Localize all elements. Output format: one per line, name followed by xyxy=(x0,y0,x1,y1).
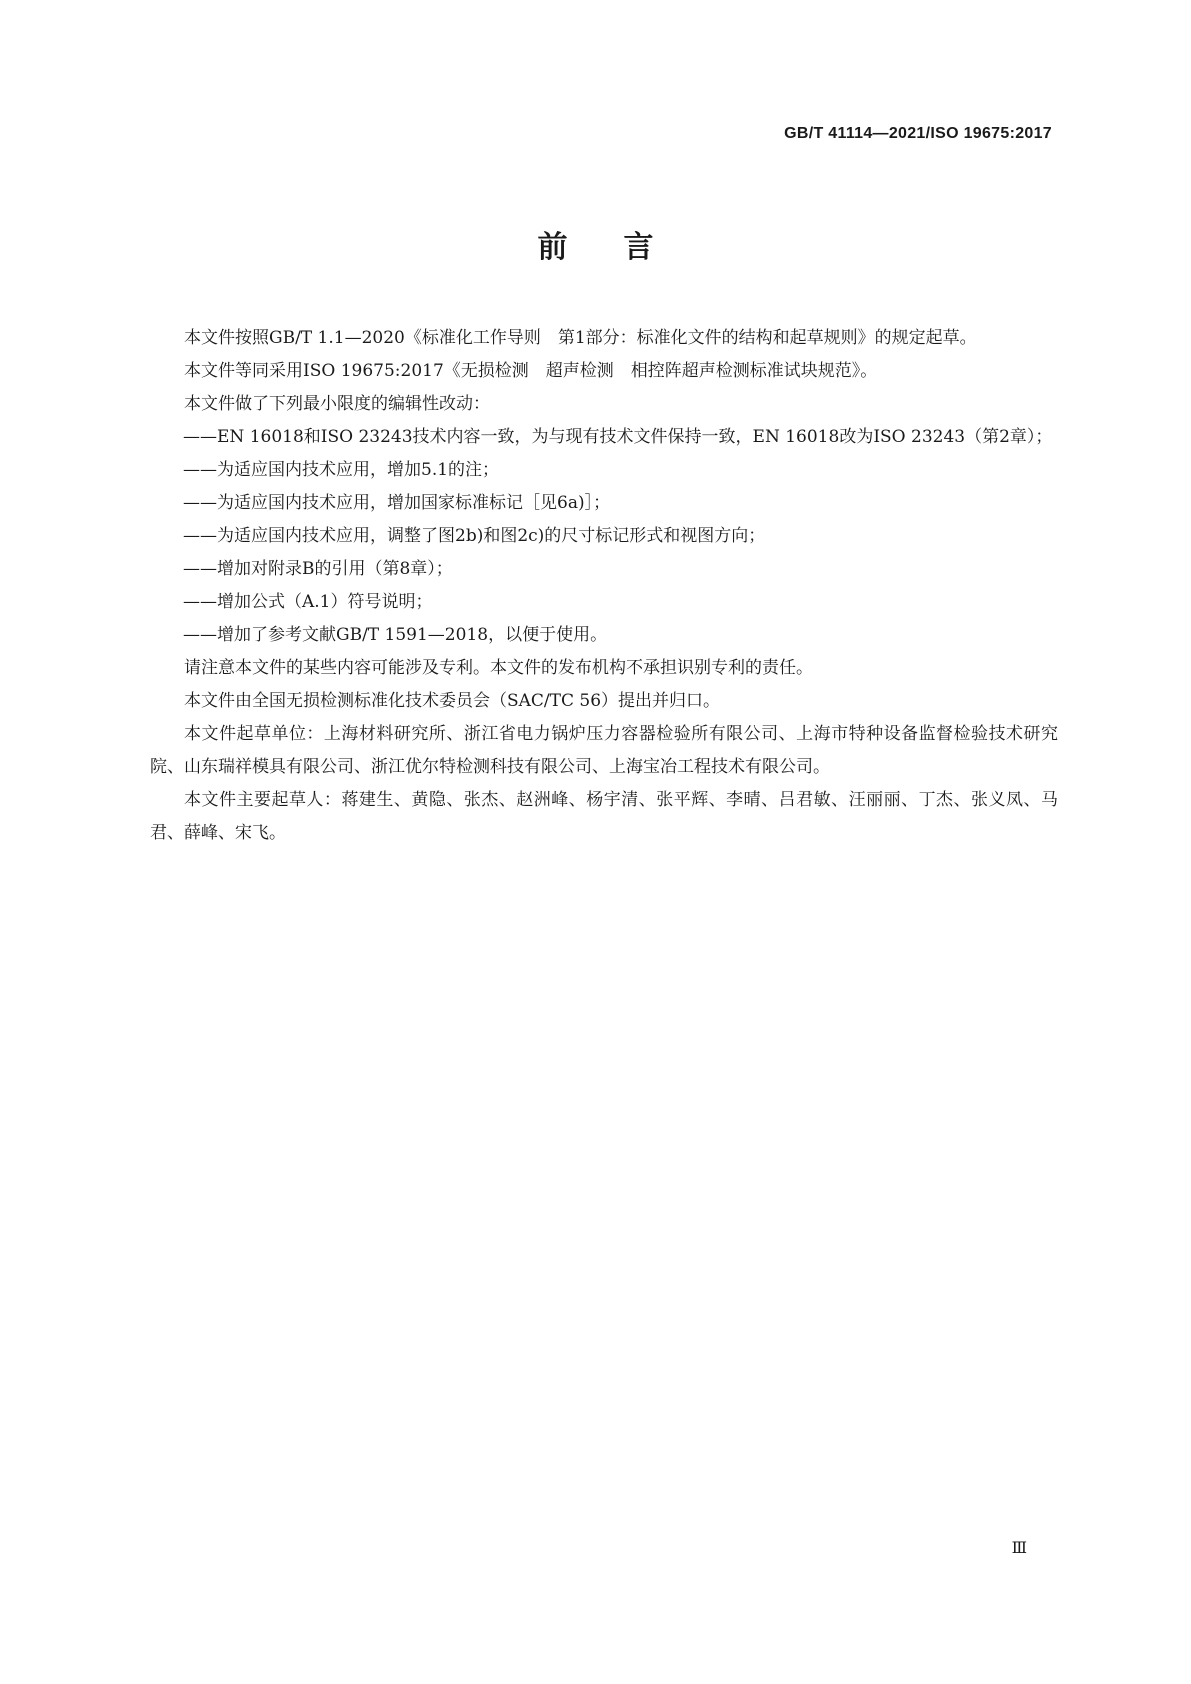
paragraph-drafting-rules: 本文件按照GB/T 1.1—2020《标准化工作导则 第1部分：标准化文件的结构和起草规则》的规定起草。 xyxy=(184,328,977,348)
foreword-body xyxy=(150,322,1058,850)
change-item: ——EN 16018和ISO 23243技术内容一致，为与现有技术文件保持一致，EN 16018改为ISO 23243（第2章）； xyxy=(183,427,1053,447)
change-item: ——增加对附录B的引用（第8章）； xyxy=(183,559,453,579)
standard-code-header: GB/T 41114—2021/ISO 19675:2017 xyxy=(784,125,1052,142)
paragraph-proposer: 本文件由全国无损检测标准化技术委员会（SAC/TC 56）提出并归口。 xyxy=(184,691,721,711)
paragraph-patent-notice: 请注意本文件的某些内容可能涉及专利。本文件的发布机构不承担识别专利的责任。 xyxy=(184,658,813,678)
page-title: 前言 xyxy=(537,230,710,265)
paragraph-adoption: 本文件等同采用ISO 19675:2017《无损检测 超声检测 相控阵超声检测标准试块规范》。 xyxy=(184,361,878,381)
change-item: ——为适应国内技术应用，调整了图2b)和图2c)的尺寸标记形式和视图方向； xyxy=(183,526,766,546)
paragraph-drafters: 本文件主要起草人：蒋建生、黄隐、张杰、赵洲峰、杨宇清、张平辉、李晴、吕君敏、汪丽丽、丁杰、张义凤、马君、薛峰、宋飞。 xyxy=(150,790,1058,843)
change-item: ——为适应国内技术应用，增加国家标准标记［见6a)］； xyxy=(183,493,611,513)
paragraph-changes-intro: 本文件做了下列最小限度的编辑性改动： xyxy=(184,394,490,414)
change-item: ——增加了参考文献GB/T 1591—2018，以便于使用。 xyxy=(183,625,608,645)
change-item: ——增加公式（A.1）符号说明； xyxy=(183,592,433,612)
change-item: ——为适应国内技术应用，增加5.1的注； xyxy=(183,460,500,480)
paragraph-drafting-units: 本文件起草单位：上海材料研究所、浙江省电力锅炉压力容器检验所有限公司、上海市特种设备监督检验技术研究院、山东瑞祥模具有限公司、浙江优尔特检测科技有限公司、上海宝冶工程技术有限公司。 xyxy=(150,724,1058,777)
page-number: Ⅲ xyxy=(1011,1538,1027,1557)
